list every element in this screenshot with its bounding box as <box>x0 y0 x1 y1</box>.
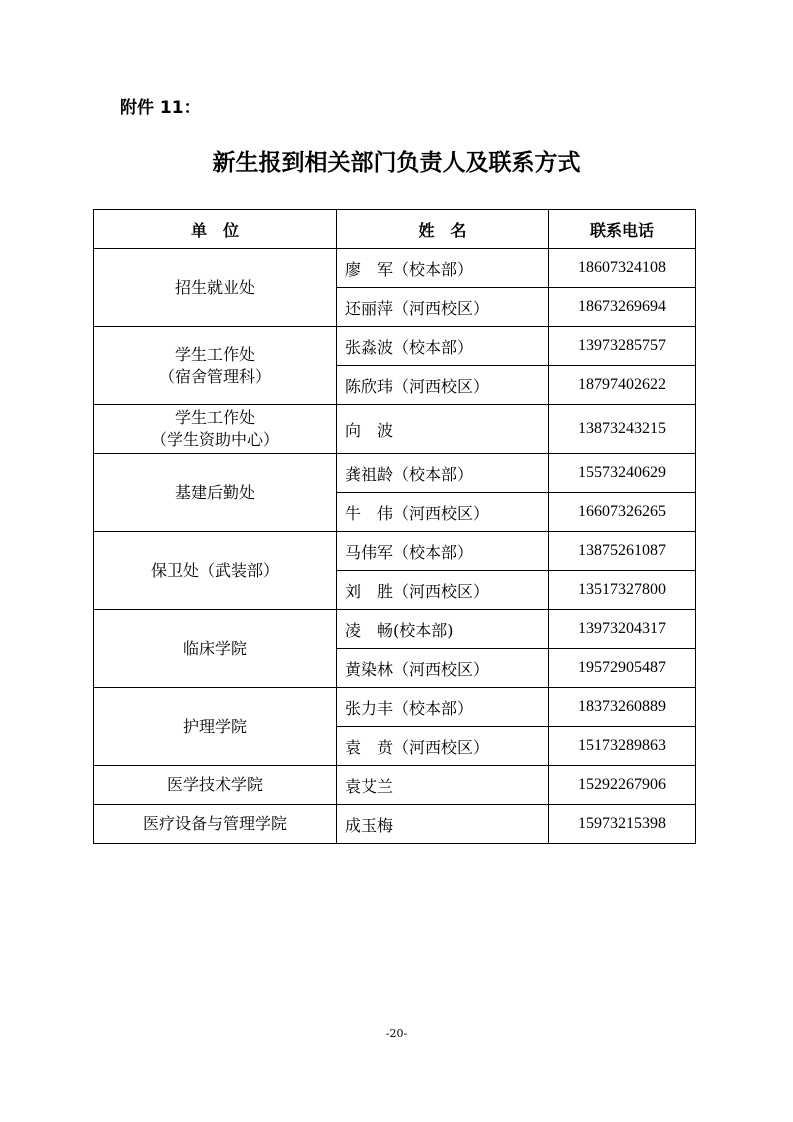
name-cell: 刘 胜（河西校区） <box>337 571 549 610</box>
unit-line: 基建后勤处 <box>174 482 255 502</box>
name-cell: 陈欣玮（河西校区） <box>337 366 549 405</box>
unit-line: 医疗设备与管理学院 <box>142 814 287 833</box>
name-cell: 还丽萍（河西校区） <box>337 288 549 327</box>
name-cell: 凌 畅(校本部) <box>337 610 549 649</box>
header-name: 姓 名 <box>337 210 549 249</box>
name-cell: 牛 伟（河西校区） <box>337 493 549 532</box>
unit-line: 临床学院 <box>182 638 247 658</box>
unit-cell <box>94 688 337 766</box>
unit-line: 医学技术学院 <box>166 775 263 794</box>
unit-line: 护理学院 <box>182 716 247 736</box>
unit-line: 保卫处（武装部） <box>150 560 279 580</box>
phone-cell: 15292267906 <box>549 766 696 805</box>
unit-cell <box>94 327 337 405</box>
header-unit: 单 位 <box>94 210 337 249</box>
phone-cell: 19572905487 <box>549 649 696 688</box>
unit-line: 招生就业处 <box>174 277 255 297</box>
name-cell: 张淼波（校本部） <box>337 327 549 366</box>
unit-cell <box>94 805 337 844</box>
name-cell: 黄染林（河西校区） <box>337 649 549 688</box>
unit-cell <box>94 766 337 805</box>
phone-cell: 13873243215 <box>549 405 696 454</box>
header-phone: 联系电话 <box>549 210 696 249</box>
page-number: -20- <box>385 1027 408 1040</box>
phone-cell: 13875261087 <box>549 532 696 571</box>
table-row <box>94 805 696 844</box>
table-row <box>94 688 696 727</box>
phone-cell: 15973215398 <box>549 805 696 844</box>
name-cell: 廖 军（校本部） <box>337 249 549 288</box>
phone-cell: 15573240629 <box>549 454 696 493</box>
table-row <box>94 327 696 366</box>
name-cell: 张力丰（校本部） <box>337 688 549 727</box>
unit-cell <box>94 610 337 688</box>
name-cell: 袁 贲（河西校区） <box>337 727 549 766</box>
phone-cell: 18797402622 <box>549 366 696 405</box>
table-row <box>94 405 696 454</box>
unit-line: （宿舍管理科） <box>158 366 271 386</box>
name-cell: 成玉梅 <box>337 805 549 844</box>
unit-line: （学生资助中心） <box>150 430 279 449</box>
unit-line: 学生工作处 <box>174 408 255 427</box>
phone-cell: 13973204317 <box>549 610 696 649</box>
table-row <box>94 249 696 288</box>
table-row <box>94 532 696 571</box>
phone-cell: 15173289863 <box>549 727 696 766</box>
table-row <box>94 610 696 649</box>
unit-cell <box>94 405 337 454</box>
unit-cell <box>94 532 337 610</box>
name-cell: 袁艾兰 <box>337 766 549 805</box>
table-row <box>94 766 696 805</box>
contact-table <box>93 209 696 844</box>
table-header-row <box>94 210 696 249</box>
table-row <box>94 454 696 493</box>
phone-cell: 18673269694 <box>549 288 696 327</box>
unit-cell <box>94 249 337 327</box>
name-cell: 向 波 <box>337 405 549 454</box>
page-title: 新生报到相关部门负责人及联系方式 <box>212 150 581 176</box>
unit-cell <box>94 454 337 532</box>
phone-cell: 16607326265 <box>549 493 696 532</box>
name-cell: 龚祖龄（校本部） <box>337 454 549 493</box>
phone-cell: 18607324108 <box>549 249 696 288</box>
phone-cell: 13517327800 <box>549 571 696 610</box>
unit-line: 学生工作处 <box>174 344 255 364</box>
phone-cell: 13973285757 <box>549 327 696 366</box>
phone-cell: 18373260889 <box>549 688 696 727</box>
attachment-label: 附件 11： <box>120 98 201 118</box>
name-cell: 马伟军（校本部） <box>337 532 549 571</box>
